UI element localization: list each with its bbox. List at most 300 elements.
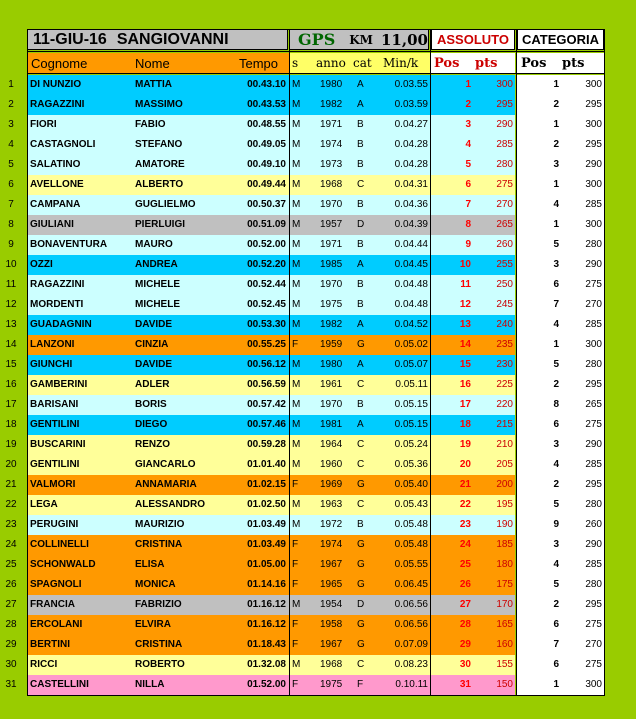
- overall-points: 260: [496, 239, 513, 250]
- runner-category: A: [357, 319, 364, 330]
- overall-position: 19: [459, 439, 471, 450]
- row-number: 30: [5, 659, 17, 670]
- runner-category: B: [357, 119, 364, 130]
- race-place: SANGIOVANNI: [116, 30, 229, 48]
- race-date: 11-GIU-16: [33, 30, 107, 48]
- categoria-heading: CATEGORIA: [517, 29, 604, 50]
- runner-name: CRISTINA: [135, 639, 183, 650]
- pace-min-km: 0.04.36: [394, 199, 428, 210]
- runner-category: G: [357, 559, 365, 570]
- row-number: 17: [5, 399, 17, 410]
- col-pts: pts: [475, 55, 498, 71]
- overall-position: 26: [459, 579, 471, 590]
- table-row: [0, 155, 636, 175]
- finish-time: 00.55.25: [247, 339, 286, 350]
- col-cat: cat: [353, 56, 372, 70]
- birth-year: 1980: [320, 79, 343, 90]
- runner-surname: GUADAGNIN: [30, 319, 92, 330]
- overall-position: 16: [459, 379, 471, 390]
- runner-name: MASSIMO: [135, 99, 183, 110]
- category-points: 280: [585, 499, 602, 510]
- table-row: [0, 235, 636, 255]
- runner-category: C: [357, 179, 365, 190]
- overall-position: 8: [465, 219, 471, 230]
- runner-sex: F: [292, 339, 299, 350]
- runner-name: DAVIDE: [135, 359, 173, 370]
- runner-surname: GIULIANI: [30, 219, 74, 230]
- pace-min-km: 0.04.27: [394, 119, 428, 130]
- row-number: 24: [5, 539, 17, 550]
- row-number: 5: [8, 159, 14, 170]
- gps-label: GPS: [298, 30, 336, 49]
- runner-sex: M: [292, 119, 301, 130]
- runner-category: B: [357, 519, 364, 530]
- row-number: 26: [5, 579, 17, 590]
- runner-name: DAVIDE: [135, 319, 173, 330]
- finish-time: 00.56.59: [247, 379, 286, 390]
- finish-time: 00.51.09: [247, 219, 286, 230]
- runner-name: MICHELE: [135, 279, 180, 290]
- row-number: 3: [8, 119, 14, 130]
- category-position: 6: [553, 659, 559, 670]
- overall-points: 225: [496, 379, 513, 390]
- col-minkm: Min/k: [383, 56, 419, 70]
- overall-points: 215: [496, 419, 513, 430]
- table-row: [0, 135, 636, 155]
- grid-vline: [604, 29, 605, 695]
- birth-year: 1963: [320, 499, 343, 510]
- overall-points: 295: [496, 99, 513, 110]
- runner-name: STEFANO: [135, 139, 183, 150]
- category-position: 2: [553, 479, 559, 490]
- runner-name: ALESSANDRO: [135, 499, 206, 510]
- birth-year: 1961: [320, 379, 343, 390]
- runner-sex: M: [292, 399, 301, 410]
- finish-time: 00.49.44: [247, 179, 286, 190]
- birth-year: 1968: [320, 659, 343, 670]
- overall-points: 190: [496, 519, 513, 530]
- runner-surname: SPAGNOLI: [30, 579, 82, 590]
- pace-min-km: 0.04.45: [394, 259, 428, 270]
- finish-time: 00.50.37: [247, 199, 286, 210]
- overall-position: 21: [459, 479, 471, 490]
- category-points: 300: [585, 79, 602, 90]
- category-points: 280: [585, 239, 602, 250]
- runner-sex: M: [292, 379, 301, 390]
- row-number: 13: [5, 319, 17, 330]
- category-position: 6: [553, 619, 559, 630]
- runner-sex: F: [292, 559, 299, 570]
- finish-time: 01.03.49: [247, 539, 286, 550]
- table-row: [0, 75, 636, 95]
- category-points: 295: [585, 379, 602, 390]
- category-position: 9: [553, 519, 559, 530]
- runner-name: CRISTINA: [135, 539, 183, 550]
- table-row: [0, 255, 636, 275]
- pace-min-km: 0.04.28: [394, 139, 428, 150]
- overall-points: 240: [496, 319, 513, 330]
- runner-sex: M: [292, 439, 301, 450]
- pace-min-km: 0.04.48: [394, 299, 428, 310]
- overall-points: 235: [496, 339, 513, 350]
- row-number: 11: [5, 279, 17, 290]
- overall-position: 3: [465, 119, 471, 130]
- birth-year: 1982: [320, 99, 343, 110]
- overall-points: 285: [496, 139, 513, 150]
- category-points: 285: [585, 559, 602, 570]
- category-position: 4: [553, 459, 559, 470]
- runner-category: D: [357, 219, 365, 230]
- pace-min-km: 0.04.39: [394, 219, 428, 230]
- runner-name: NILLA: [135, 679, 165, 690]
- birth-year: 1974: [320, 139, 343, 150]
- overall-points: 205: [496, 459, 513, 470]
- runner-category: G: [357, 579, 365, 590]
- row-number: 10: [5, 259, 17, 270]
- birth-year: 1974: [320, 539, 343, 550]
- runner-surname: MORDENTI: [30, 299, 84, 310]
- category-points: 275: [585, 619, 602, 630]
- overall-position: 15: [459, 359, 471, 370]
- table-row: [0, 475, 636, 495]
- overall-points: 150: [496, 679, 513, 690]
- overall-position: 6: [465, 179, 471, 190]
- runner-surname: BONAVENTURA: [30, 239, 108, 250]
- overall-points: 280: [496, 159, 513, 170]
- runner-surname: LANZONI: [30, 339, 75, 350]
- table-row: [0, 495, 636, 515]
- overall-points: 265: [496, 219, 513, 230]
- row-number: 2: [8, 99, 14, 110]
- overall-position: 2: [465, 99, 471, 110]
- runner-sex: M: [292, 599, 301, 610]
- overall-position: 20: [459, 459, 471, 470]
- category-position: 3: [553, 439, 559, 450]
- category-points: 295: [585, 479, 602, 490]
- runner-name: FABIO: [135, 119, 166, 130]
- runner-name: CINZIA: [135, 339, 169, 350]
- runner-name: ELVIRA: [135, 619, 171, 630]
- overall-position: 23: [459, 519, 471, 530]
- runner-sex: M: [292, 519, 301, 530]
- overall-points: 160: [496, 639, 513, 650]
- overall-points: 270: [496, 199, 513, 210]
- runner-name: GIANCARLO: [135, 459, 196, 470]
- birth-year: 1971: [320, 239, 343, 250]
- finish-time: 00.48.55: [247, 119, 286, 130]
- table-row: [0, 335, 636, 355]
- overall-points: 300: [496, 79, 513, 90]
- category-position: 3: [553, 539, 559, 550]
- row-number: 7: [8, 199, 14, 210]
- row-number: 27: [5, 599, 17, 610]
- table-row: [0, 315, 636, 335]
- birth-year: 1967: [320, 639, 343, 650]
- row-number: 9: [8, 239, 14, 250]
- runner-category: G: [357, 539, 365, 550]
- grid-vline: [430, 29, 431, 695]
- finish-time: 00.49.05: [247, 139, 286, 150]
- runner-category: G: [357, 619, 365, 630]
- pace-min-km: 0.05.02: [394, 339, 428, 350]
- table-row: [0, 95, 636, 115]
- category-position: 1: [553, 219, 559, 230]
- runner-category: C: [357, 459, 365, 470]
- pace-min-km: 0.10.11: [395, 679, 428, 690]
- category-points: 290: [585, 259, 602, 270]
- overall-position: 18: [459, 419, 471, 430]
- runner-sex: M: [292, 159, 301, 170]
- runner-sex: M: [292, 199, 301, 210]
- table-row: [0, 675, 636, 695]
- runner-surname: GENTILINI: [30, 459, 80, 470]
- assoluto-heading: ASSOLUTO: [431, 29, 515, 50]
- runner-category: B: [357, 159, 364, 170]
- category-position: 7: [553, 639, 559, 650]
- pace-min-km: 0.05.55: [394, 559, 428, 570]
- grid-hline: [27, 29, 605, 30]
- category-points: 300: [585, 179, 602, 190]
- runner-surname: BERTINI: [30, 639, 70, 650]
- overall-position: 11: [460, 279, 471, 290]
- category-position: 3: [553, 259, 559, 270]
- category-points: 275: [585, 659, 602, 670]
- runner-category: D: [357, 599, 365, 610]
- finish-time: 01.18.43: [247, 639, 286, 650]
- birth-year: 1970: [320, 199, 343, 210]
- runner-surname: COLLINELLI: [30, 539, 89, 550]
- col-anno: anno: [316, 56, 346, 70]
- table-row: [0, 415, 636, 435]
- category-position: 4: [553, 199, 559, 210]
- runner-sex: F: [292, 579, 299, 590]
- runner-name: PIERLUIGI: [135, 219, 186, 230]
- runner-sex: F: [292, 679, 299, 690]
- category-position: 1: [553, 79, 559, 90]
- category-points: 290: [585, 439, 602, 450]
- runner-sex: F: [292, 539, 299, 550]
- runner-sex: M: [292, 279, 301, 290]
- overall-points: 250: [496, 279, 513, 290]
- category-points: 280: [585, 579, 602, 590]
- table-row: [0, 275, 636, 295]
- row-number: 6: [8, 179, 14, 190]
- runner-surname: SALATINO: [30, 159, 81, 170]
- category-points: 265: [585, 399, 602, 410]
- finish-time: 01.16.12: [247, 599, 286, 610]
- category-position: 1: [553, 339, 559, 350]
- runner-sex: M: [292, 239, 301, 250]
- category-points: 300: [585, 679, 602, 690]
- overall-points: 175: [496, 579, 513, 590]
- race-distance: 11,00: [380, 30, 428, 49]
- row-number: 14: [5, 339, 17, 350]
- category-points: 270: [585, 299, 602, 310]
- runner-name: MATTIA: [135, 79, 173, 90]
- row-number: 22: [5, 499, 17, 510]
- runner-sex: M: [292, 459, 301, 470]
- pace-min-km: 0.05.48: [394, 539, 428, 550]
- table-row: [0, 635, 636, 655]
- table-row: [0, 555, 636, 575]
- row-number: 28: [5, 619, 17, 630]
- category-points: 270: [585, 639, 602, 650]
- runner-category: A: [357, 359, 364, 370]
- overall-points: 220: [496, 399, 513, 410]
- overall-position: 13: [459, 319, 471, 330]
- overall-points: 165: [496, 619, 513, 630]
- overall-position: 7: [465, 199, 471, 210]
- category-position: 5: [553, 499, 559, 510]
- runner-category: B: [357, 239, 364, 250]
- pace-min-km: 0.05.15: [394, 399, 428, 410]
- grid-hline: [27, 695, 605, 696]
- col-cat-pts: pts: [562, 55, 585, 71]
- runner-sex: M: [292, 499, 301, 510]
- category-points: 260: [585, 519, 602, 530]
- table-row: [0, 455, 636, 475]
- finish-time: 00.56.12: [247, 359, 286, 370]
- finish-time: 00.52.44: [247, 279, 286, 290]
- km-label: KM: [349, 32, 373, 47]
- grid-hline: [27, 73, 605, 74]
- runner-surname: PERUGINI: [30, 519, 79, 530]
- finish-time: 00.59.28: [247, 439, 286, 450]
- overall-position: 30: [459, 659, 471, 670]
- category-position: 1: [553, 179, 559, 190]
- row-number: 15: [5, 359, 17, 370]
- overall-position: 28: [459, 619, 471, 630]
- pace-min-km: 0.05.48: [394, 519, 428, 530]
- birth-year: 1964: [320, 439, 343, 450]
- birth-year: 1967: [320, 559, 343, 570]
- table-row: [0, 535, 636, 555]
- category-position: 3: [553, 159, 559, 170]
- runner-surname: LEGA: [30, 499, 58, 510]
- pace-min-km: 0.03.59: [394, 99, 428, 110]
- title-date-place: [27, 29, 288, 50]
- col-pos: Pos: [434, 55, 460, 71]
- grid-hline: [27, 51, 605, 52]
- category-position: 7: [553, 299, 559, 310]
- table-row: [0, 195, 636, 215]
- overall-position: 17: [459, 399, 471, 410]
- runner-surname: RAGAZZINI: [30, 99, 85, 110]
- col-cognome: Cognome: [31, 55, 88, 71]
- runner-sex: M: [292, 299, 301, 310]
- finish-time: 00.52.00: [247, 239, 286, 250]
- finish-time: 01.16.12: [247, 619, 286, 630]
- grid-vline: [516, 29, 517, 695]
- row-number: 31: [5, 679, 17, 690]
- pace-min-km: 0.05.11: [395, 379, 428, 390]
- category-position: 4: [553, 319, 559, 330]
- runner-category: A: [357, 259, 364, 270]
- finish-time: 01.02.15: [247, 479, 286, 490]
- row-number: 4: [8, 139, 14, 150]
- runner-category: B: [357, 199, 364, 210]
- birth-year: 1958: [320, 619, 343, 630]
- pace-min-km: 0.05.43: [394, 499, 428, 510]
- finish-time: 01.32.08: [247, 659, 286, 670]
- birth-year: 1981: [320, 419, 343, 430]
- runner-name: ROBERTO: [135, 659, 185, 670]
- table-row: [0, 355, 636, 375]
- category-position: 1: [553, 679, 559, 690]
- category-points: 290: [585, 159, 602, 170]
- overall-position: 10: [459, 259, 471, 270]
- birth-year: 1975: [320, 679, 343, 690]
- runner-surname: OZZI: [30, 259, 53, 270]
- runner-sex: M: [292, 99, 301, 110]
- birth-year: 1965: [320, 579, 343, 590]
- overall-position: 14: [459, 339, 471, 350]
- table-row: [0, 515, 636, 535]
- pace-min-km: 0.06.56: [394, 599, 428, 610]
- finish-time: 01.02.50: [247, 499, 286, 510]
- pace-min-km: 0.05.15: [394, 419, 428, 430]
- category-position: 6: [553, 279, 559, 290]
- runner-sex: F: [292, 619, 299, 630]
- col-cat-pos: Pos: [521, 55, 547, 71]
- table-row: [0, 295, 636, 315]
- finish-time: 01.52.00: [247, 679, 286, 690]
- overall-points: 210: [496, 439, 513, 450]
- runner-surname: RICCI: [30, 659, 58, 670]
- row-number: 16: [5, 379, 17, 390]
- column-header-categoria: [517, 53, 604, 73]
- birth-year: 1960: [320, 459, 343, 470]
- pace-min-km: 0.04.28: [394, 159, 428, 170]
- category-position: 4: [553, 559, 559, 570]
- finish-time: 01.05.00: [247, 559, 286, 570]
- runner-category: G: [357, 339, 365, 350]
- runner-sex: F: [292, 479, 299, 490]
- column-header-main: [27, 53, 289, 73]
- overall-position: 24: [459, 539, 471, 550]
- finish-time: 00.53.30: [247, 319, 286, 330]
- pace-min-km: 0.04.31: [394, 179, 428, 190]
- overall-points: 180: [496, 559, 513, 570]
- runner-name: MONICA: [135, 579, 176, 590]
- row-number: 19: [5, 439, 17, 450]
- overall-position: 12: [459, 299, 471, 310]
- finish-time: 00.43.10: [247, 79, 286, 90]
- runner-name: DIEGO: [135, 419, 168, 430]
- finish-time: 00.52.45: [247, 299, 286, 310]
- runner-name: ADLER: [135, 379, 170, 390]
- table-row: [0, 375, 636, 395]
- runner-name: MAURO: [135, 239, 173, 250]
- overall-position: 25: [459, 559, 471, 570]
- category-points: 295: [585, 99, 602, 110]
- row-number: 29: [5, 639, 17, 650]
- runner-category: C: [357, 659, 365, 670]
- category-points: 285: [585, 199, 602, 210]
- finish-time: 00.49.10: [247, 159, 286, 170]
- pace-min-km: 0.06.45: [394, 579, 428, 590]
- birth-year: 1954: [320, 599, 343, 610]
- row-number: 8: [8, 219, 14, 230]
- overall-position: 29: [459, 639, 471, 650]
- pace-min-km: 0.04.48: [394, 279, 428, 290]
- overall-position: 5: [465, 159, 471, 170]
- runner-category: B: [357, 279, 364, 290]
- finish-time: 00.57.46: [247, 419, 286, 430]
- overall-points: 290: [496, 119, 513, 130]
- row-number: 12: [5, 299, 17, 310]
- pace-min-km: 0.05.07: [394, 359, 428, 370]
